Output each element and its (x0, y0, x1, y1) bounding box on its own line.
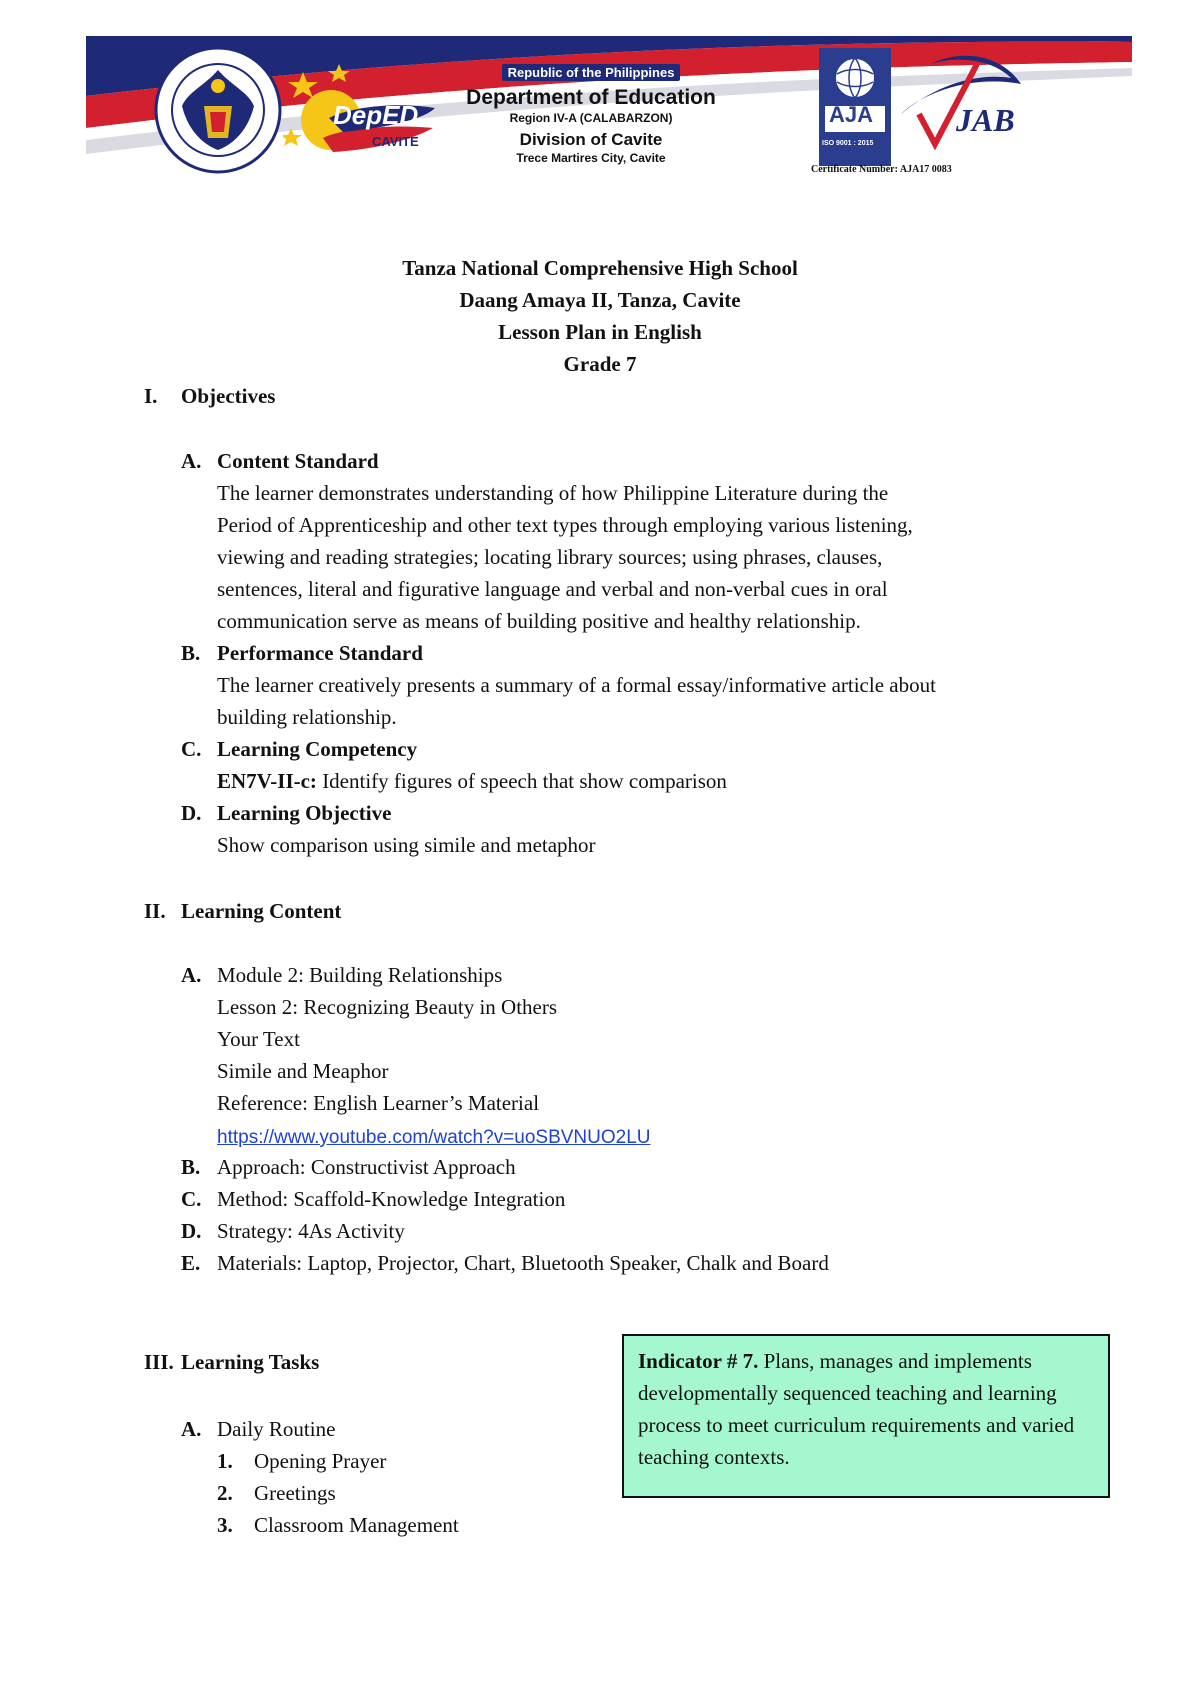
materials-text: Materials: Laptop, Projector, Chart, Bluetooth Speaker, Chalk and Board (217, 1251, 829, 1275)
plan-title: Lesson Plan in English (498, 320, 702, 344)
content-standard-line: sentences, literal and figurative language and verbal and non-verbal cues in oral (217, 577, 888, 601)
performance-standard-line: building relationship. (217, 705, 397, 729)
item-letter: D. (181, 801, 202, 825)
grade-level: Grade 7 (563, 352, 637, 376)
step-number: 1. (217, 1449, 233, 1473)
section-numeral: I. (144, 384, 158, 408)
department-name: Department of Education (466, 86, 716, 109)
youtube-link-line (217, 1124, 651, 1149)
learning-objective-heading: Learning Objective (217, 801, 392, 825)
content-standard-line: The learner demonstrates understanding of how Philippine Literature during the (217, 481, 889, 505)
item-letter: B. (181, 641, 201, 665)
aja-text: AJA (829, 102, 874, 127)
content-line: Your Text (217, 1027, 300, 1051)
step-number: 2. (217, 1481, 233, 1505)
content-standard-line: viewing and reading strategies; locating library sources; using phrases, clauses, (217, 545, 883, 569)
republic-label: Republic of the Philippines (502, 64, 681, 81)
performance-standard-heading: Performance Standard (217, 641, 423, 665)
strategy-text: Strategy: 4As Activity (217, 1219, 405, 1243)
city-name: Trece Martires City, Cavite (516, 151, 666, 165)
deped-logo-sub: CAVITE (372, 134, 419, 149)
section-numeral: III. (144, 1350, 174, 1374)
section-heading-objectives: Objectives (181, 384, 276, 408)
item-letter: D. (181, 1219, 202, 1243)
performance-standard-line: The learner creatively presents a summary of a formal essay/informative article about (217, 673, 936, 697)
method-text: Method: Scaffold-Knowledge Integration (217, 1187, 566, 1211)
competency-text: Identify figures of speech that show comparison (316, 769, 727, 793)
item-letter: B. (181, 1155, 201, 1179)
indicator-label: Indicator # 7. (638, 1349, 759, 1373)
certificate-number: Certificate Number: AJA17 0083 (811, 164, 952, 175)
step-text: Classroom Management (254, 1513, 459, 1537)
section-heading-learning-content: Learning Content (181, 899, 342, 923)
learning-objective-text: Show comparison using simile and metaphor (217, 833, 596, 857)
content-line: Lesson 2: Recognizing Beauty in Others (217, 995, 558, 1019)
item-letter: C. (181, 1187, 202, 1211)
section-numeral: II. (144, 899, 166, 923)
item-letter: E. (181, 1251, 201, 1275)
indicator-box (622, 1334, 1110, 1498)
youtube-link[interactable]: https://www.youtube.com/watch?v=uoSBVNUO2LU (217, 1127, 651, 1148)
step-text: Opening Prayer (254, 1449, 387, 1473)
learning-competency-line (217, 769, 727, 794)
step-number: 3. (217, 1513, 233, 1537)
item-letter: A. (181, 1417, 202, 1441)
deped-seal (154, 46, 282, 174)
region-name: Region IV-A (CALABARZON) (509, 111, 673, 125)
approach-text: Approach: Constructivist Approach (217, 1155, 516, 1179)
deped-logo-text: DepED (333, 100, 419, 130)
content-line: Module 2: Building Relationships (217, 963, 503, 987)
jab-text: JAB (956, 102, 1015, 138)
content-standard-line: communication serve as means of building positive and healthy relationship. (217, 609, 861, 633)
content-standard-heading: Content Standard (217, 449, 379, 473)
learning-competency-heading: Learning Competency (217, 737, 418, 761)
division-name: Division of Cavite (519, 130, 663, 149)
step-text: Greetings (254, 1481, 336, 1505)
school-address: Daang Amaya II, Tanza, Cavite (459, 288, 741, 312)
indicator-text: Plans, manages and implements developmentally sequenced teaching and learning process to meet curriculum requirements and varied teaching contexts. (638, 1349, 1075, 1469)
agency-block (441, 64, 741, 165)
item-letter: A. (181, 963, 202, 987)
competency-code: EN7V-II-c: (217, 769, 317, 793)
content-line: Reference: English Learner’s Material (217, 1091, 540, 1115)
aja-iso-text: ISO 9001 : 2015 (822, 140, 874, 147)
content-standard-line: Period of Apprenticeship and other text types through employing various listening, (217, 513, 913, 537)
header-banner (86, 36, 1132, 186)
school-name: Tanza National Comprehensive High School (402, 256, 798, 280)
item-letter: C. (181, 737, 202, 761)
content-line: Simile and Meaphor (217, 1059, 389, 1083)
item-letter: A. (181, 449, 202, 473)
daily-routine-heading: Daily Routine (217, 1417, 336, 1441)
section-heading-learning-tasks: Learning Tasks (181, 1350, 320, 1374)
